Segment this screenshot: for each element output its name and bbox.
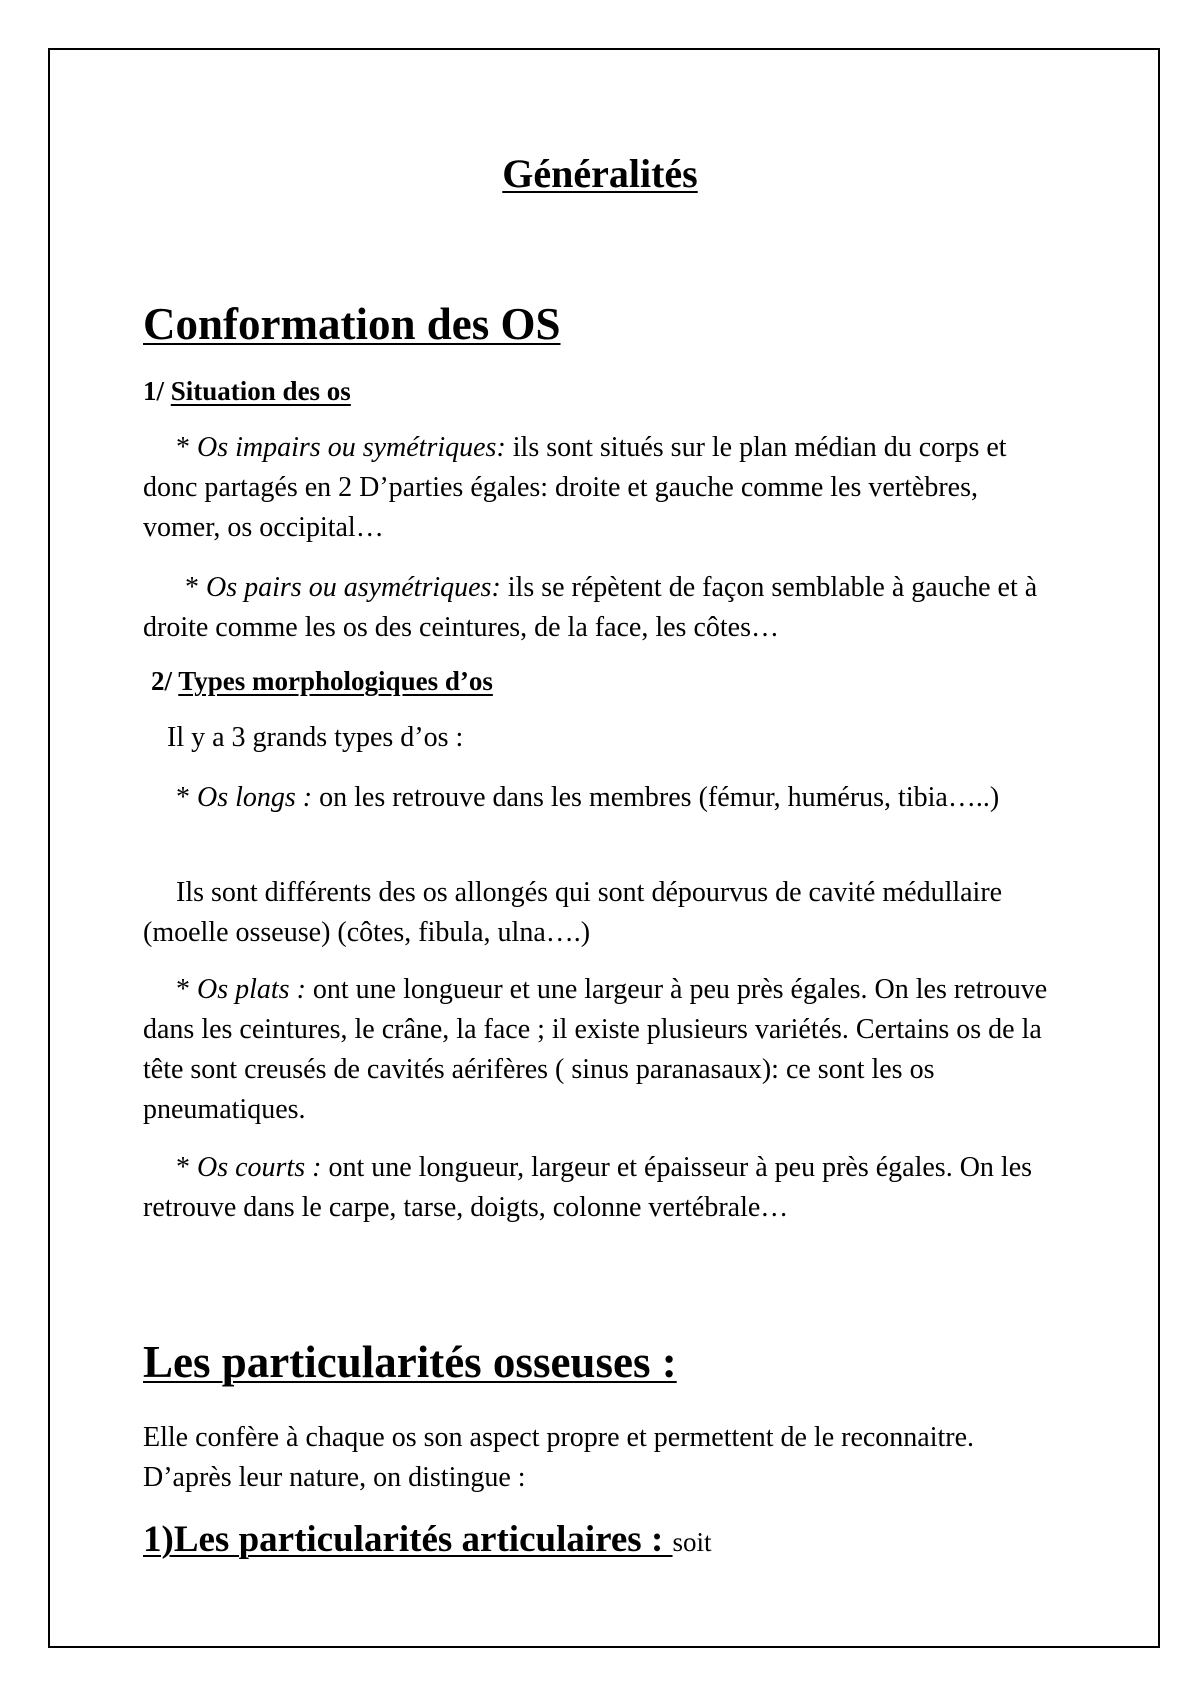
text-os-plats: ont une longueur et une largeur à peu près égales. On les retrouve dans les ceintures, le crâne, la face ; il existe plusieurs variétés. Certains os de la tête sont creusés de cavités aérifères ( sinus paranasaux): ce sont les os pneumatiques. xyxy=(143,974,1048,1125)
term-os-pairs: Os pairs ou asymétriques: xyxy=(206,572,501,603)
subheading-label: 1)Les particularités articulaires : xyxy=(143,1519,673,1560)
text-os-pairs: ils se répètent de façon semblable à gauche et à droite comme les os des ceintures, de la face, les côtes… xyxy=(143,572,1038,643)
text-os-allonges: Ils sont différents des os allongés qui sont dépourvus de cavité médullaire (moelle osseuse) (côtes, fibula, ulna….) xyxy=(143,877,1003,948)
term-os-longs: Os longs : xyxy=(197,782,313,813)
term-os-plats: Os plats : xyxy=(197,974,306,1005)
subheading-situation xyxy=(143,376,351,407)
paragraph-os-impairs: * Os impairs ou symétriques: ils sont situés sur le plan médian du corps et donc partagés en 2 D’parties égales: droite et gauche comme les vertèbres, vomer, os occipital… xyxy=(143,432,1007,543)
term-os-impairs: Os impairs ou symétriques: xyxy=(197,432,506,463)
section-heading-particularites: Les particularités osseuses : xyxy=(143,1337,677,1387)
trailing-text: soit xyxy=(672,1527,712,1557)
text-particularites-intro: Elle confère à chaque os son aspect propre et permettent de le reconnaitre. D’après leur nature, on distingue : xyxy=(143,1422,975,1493)
subheading-number: 1/ xyxy=(143,376,165,406)
subheading-particularites-articulaires xyxy=(143,1518,712,1561)
paragraph-os-plats: * Os plats : ont une longueur et une largeur à peu près égales. On les retrouve dans les ceintures, le crâne, la face ; il existe plusieurs variétés. Certains os de la tête sont creusés de cavités aérifères ( sinus paranasaux): ce sont les os pneumatiques. xyxy=(143,974,1048,1125)
term-os-courts: Os courts : xyxy=(197,1152,322,1183)
subheading-types xyxy=(151,666,493,697)
paragraph-os-allonges xyxy=(143,873,1058,953)
intro-types: Il y a 3 grands types d’os : xyxy=(167,722,464,753)
text-os-longs: on les retrouve dans les membres (fémur, humérus, tibia…..) xyxy=(312,782,1000,813)
paragraph-os-pairs: * Os pairs ou asymétriques: ils se répètent de façon semblable à gauche et à droite comme les os des ceintures, de la face, les côtes… xyxy=(143,572,1038,643)
page-border xyxy=(48,48,1160,1648)
subheading-label: Types morphologiques d’os xyxy=(178,666,493,696)
page-title: Généralités xyxy=(502,151,698,196)
paragraph-os-courts: * Os courts : ont une longueur, largeur et épaisseur à peu près égales. On les retrouve dans le carpe, tarse, doigts, colonne vertébrale… xyxy=(143,1152,1033,1223)
paragraph-os-longs: * Os longs : on les retrouve dans les membres (fémur, humérus, tibia…..) xyxy=(176,782,1000,813)
section-heading-conformation: Conformation des OS xyxy=(143,299,561,349)
subheading-label: Situation des os xyxy=(170,376,351,406)
text-os-courts: ont une longueur, largeur et épaisseur à peu près égales. On les retrouve dans le carpe, tarse, doigts, colonne vertébrale… xyxy=(143,1152,1033,1223)
paragraph-particularites-intro xyxy=(143,1418,1058,1498)
text-os-impairs: ils sont situés sur le plan médian du corps et donc partagés en 2 D’parties égales: droite et gauche comme les vertèbres, vomer, os occipital… xyxy=(143,432,1007,543)
subheading-number: 2/ xyxy=(151,666,173,696)
